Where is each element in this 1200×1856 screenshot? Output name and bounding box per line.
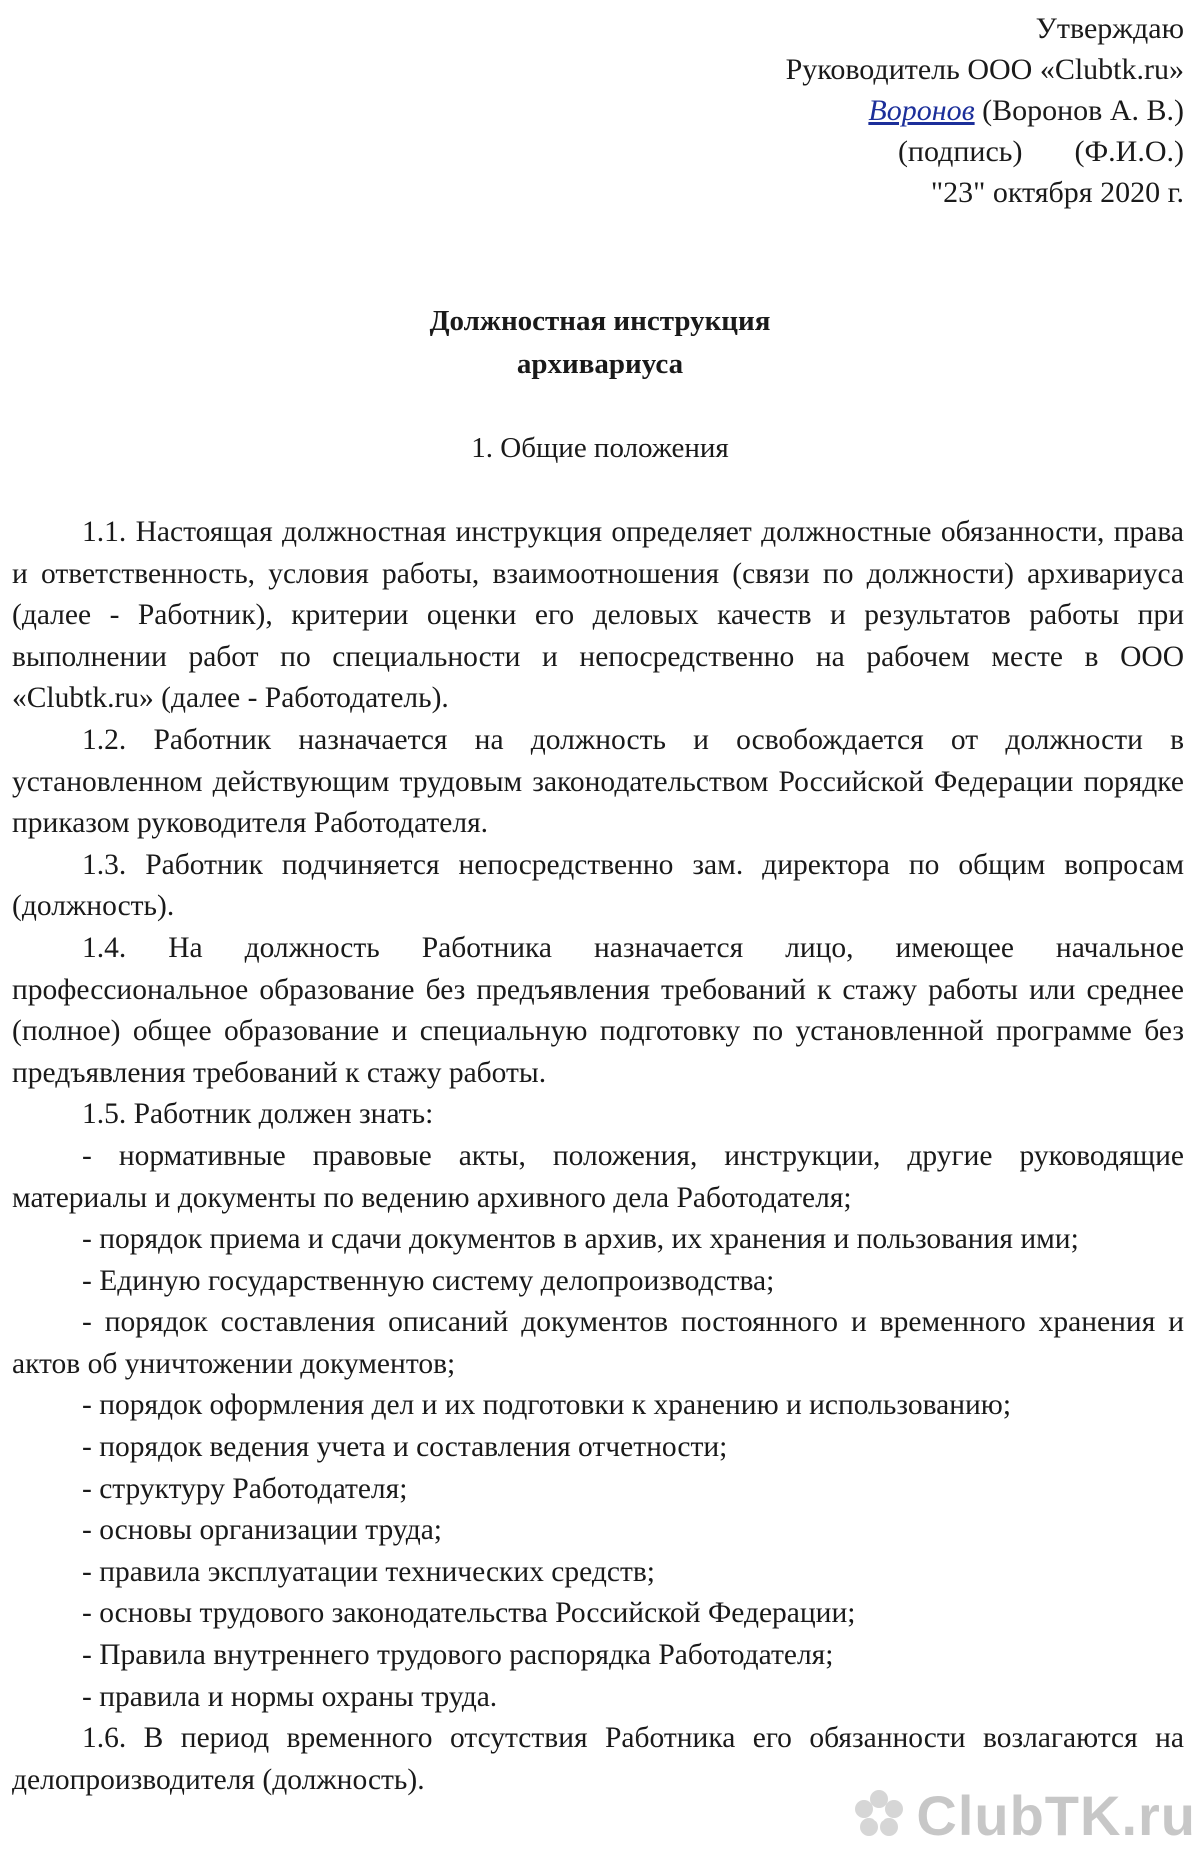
list-item: - порядок составления описаний документов постоянного и временного хранения и актов об уничтожении документов; bbox=[12, 1306, 1184, 1380]
section-heading: 1. Общие положения bbox=[471, 432, 729, 464]
signature-labels bbox=[786, 131, 1184, 172]
sign-label: (подпись) bbox=[897, 135, 1023, 168]
fio-label: (Ф.И.О.) bbox=[1074, 135, 1184, 168]
paragraph-1-4: 1.4. На должность Работника назначается лицо, имеющее начальное профессиональное образование без предъявления требований к стажу работы или среднее (полное) общее образование и специальную подготовку по установленной программе без предъявления требований к стажу работы. bbox=[12, 931, 1184, 1089]
paragraph-1-3: 1.3. Работник подчиняется непосредственно зам. директора по общим вопросам (должность). bbox=[12, 848, 1184, 923]
watermark-text: ClubTK.ru bbox=[916, 1784, 1196, 1847]
paragraph-1-6: 1.6. В период временного отсутствия Работника его обязанности возлагаются на делопроизводителя (должность). bbox=[12, 1722, 1184, 1796]
paragraph-1-1: 1.1. Настоящая должностная инструкция определяет должностные обязанности, права и ответственность, условия работы, взаимоотношения (связи по должности) архивариуса (далее - Работник), критерии оценки его деловых качеств и результатов работы при выполнении работ по специальности и непосредственно на рабочем месте в ООО «Clubtk.ru» (далее - Работодатель). bbox=[12, 516, 1184, 715]
paragraph-1-2: 1.2. Работник назначается на должность и освобождается от должности в установленном действующим трудовым законодательством Российской Федерации порядке приказом руководителя Работодателя. bbox=[12, 723, 1184, 840]
list-item: - порядок приема и сдачи документов в архив, их хранения и пользования ими; bbox=[82, 1223, 1079, 1256]
list-item: - порядок ведения учета и составления отчетности; bbox=[82, 1431, 728, 1464]
approve-word: Утверждаю bbox=[1035, 12, 1184, 45]
list-item: - правила эксплуатации технических средств; bbox=[82, 1555, 655, 1588]
list-item: - Правила внутреннего трудового распорядка Работодателя; bbox=[82, 1639, 834, 1672]
approver-position: Руководитель ООО «Clubtk.ru» bbox=[785, 53, 1184, 86]
list-item: - основы трудового законодательства Российской Федерации; bbox=[82, 1597, 856, 1630]
document-body bbox=[12, 512, 1184, 1801]
list-item: - структуру Работодателя; bbox=[82, 1472, 408, 1505]
approver-name: (Воронов А. В.) bbox=[982, 94, 1184, 127]
list-item: - основы организации труда; bbox=[82, 1514, 442, 1547]
list-item: - порядок оформления дел и их подготовки к хранению и использованию; bbox=[82, 1389, 1012, 1422]
title-line-1: Должностная инструкция bbox=[429, 305, 771, 337]
handwritten-signature: Воронов bbox=[868, 94, 975, 127]
approval-block bbox=[786, 8, 1184, 213]
signature-line bbox=[786, 90, 1184, 131]
approval-date: "23" октября 2020 г. bbox=[930, 176, 1184, 209]
list-item: - нормативные правовые акты, положения, инструкции, другие руководящие материалы и документы по ведению архивного дела Работодателя; bbox=[12, 1139, 1184, 1214]
list-item: - правила и нормы охраны труда. bbox=[82, 1680, 498, 1713]
paragraph-1-5: 1.5. Работник должен знать: bbox=[82, 1098, 434, 1131]
title-line-2: архивариуса bbox=[516, 348, 684, 380]
list-item: - Единую государственную систему делопроизводства; bbox=[82, 1264, 775, 1297]
document-title bbox=[0, 300, 1200, 386]
